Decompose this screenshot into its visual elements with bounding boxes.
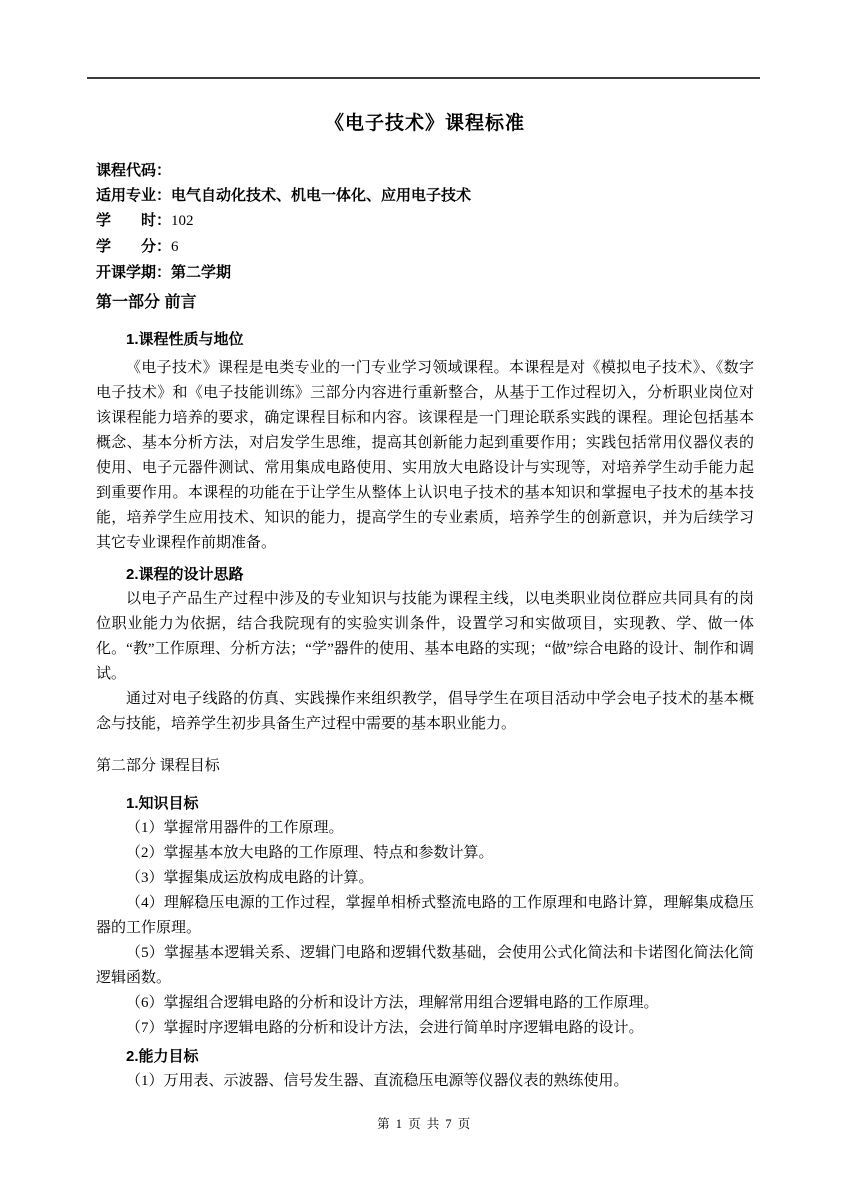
knowledge-item: （5）掌握基本逻辑关系、逻辑门电路和逻辑代数基础，会使用公式化简法和卡诺图化简法化简逻辑函数。 <box>96 945 754 986</box>
meta-row-semester <box>96 260 754 285</box>
document-content <box>96 110 754 1094</box>
section2-paragraph-2: 通过对电子线路的仿真、实践操作来组织教学，倡导学生在项目活动中学会电子技术的基本概念与技能，培养学生初步具备生产过程中需要的基本职业能力。 <box>96 691 754 732</box>
page-footer: 第 1 页 共 7 页 <box>377 1117 472 1131</box>
section1-paragraph: 《电子技术》课程是电类专业的一门专业学习领域课程。本课程是对《模拟电子技术》、《数字电子技术》和《电子技能训练》三部分内容进行重新整合，从基于工作过程切入，分析职业岗位对该课程能力培养的要求，确定课程目标和内容。该课程是一门理论联系实践的课程。理论包括基本概念、基本分析方法，对启发学生思维，提高其创新能力起到重要作用；实践包括常用仪器仪表的使用、电子元器件测试、常用集成电路使用、实用放大电路设计与实现等，对培养学生动手能力起到重要作用。本课程的功能在于让学生从整体上认识电子技术的基本知识和掌握电子技术的基本技能，培养学生应用技术、知识的能力，提高学生的专业素质，培养学生的创新意识，并为后续学习其它专业课程作前期准备。 <box>96 360 754 551</box>
meta-row-course-code <box>96 158 754 183</box>
ability-item: （1）万用表、示波器、信号发生器、直流稳压电源等仪器仪表的熟练使用。 <box>126 1073 629 1089</box>
knowledge-item: （4）理解稳压电源的工作过程，掌握单相桥式整流电路的工作原理和电路计算，理解集成稳压器的工作原理。 <box>96 895 754 936</box>
knowledge-item: （1）掌握常用器件的工作原理。 <box>126 820 344 836</box>
knowledge-goals-heading: 1.知识目标 <box>126 795 199 812</box>
part2-heading: 第二部分 课程目标 <box>96 758 220 774</box>
meta-row-credits <box>96 234 754 260</box>
header-rule <box>87 77 760 79</box>
meta-row-hours <box>96 208 754 234</box>
section2-paragraph-1: 以电子产品生产过程中涉及的专业知识与技能为课程主线，以电类职业岗位群应共同具有的岗位职业能力为依据，结合我院现有的实验实训条件，设置学习和实做项目，实现教、学、做一体化。“教”工作原理、分析方法；“学”器件的使用、基本电路的实现；“做”综合电路的设计、制作和调试。 <box>96 591 754 682</box>
section1-heading: 1.课程性质与地位 <box>126 331 244 348</box>
knowledge-item: （7）掌握时序逻辑电路的分析和设计方法，会进行简单时序逻辑电路的设计。 <box>126 1020 644 1036</box>
part1-heading: 第一部分 前言 <box>96 294 197 311</box>
knowledge-item: （6）掌握组合逻辑电路的分析和设计方法，理解常用组合逻辑电路的工作原理。 <box>126 995 659 1011</box>
meta-value: 102 <box>171 213 194 229</box>
meta-value: 6 <box>171 239 179 255</box>
course-meta-block <box>96 158 754 285</box>
meta-label: 课程代码： <box>96 162 172 179</box>
meta-value: 第二学期 <box>171 264 232 281</box>
meta-value: 电气自动化技术、机电一体化、应用电子技术 <box>171 187 472 204</box>
section2-heading: 2.课程的设计思路 <box>126 566 244 583</box>
meta-label: 开课学期： <box>96 264 172 281</box>
ability-goals-heading: 2.能力目标 <box>126 1048 199 1065</box>
document-title: 《电子技术》课程标准 <box>324 113 525 134</box>
knowledge-item: （3）掌握集成运放构成电路的计算。 <box>126 870 374 886</box>
knowledge-item: （2）掌握基本放大电路的工作原理、特点和参数计算。 <box>126 845 494 861</box>
meta-label: 适用专业： <box>96 187 172 204</box>
meta-label: 学 分： <box>96 238 172 255</box>
meta-row-majors <box>96 183 754 208</box>
meta-label: 学 时： <box>96 212 172 229</box>
